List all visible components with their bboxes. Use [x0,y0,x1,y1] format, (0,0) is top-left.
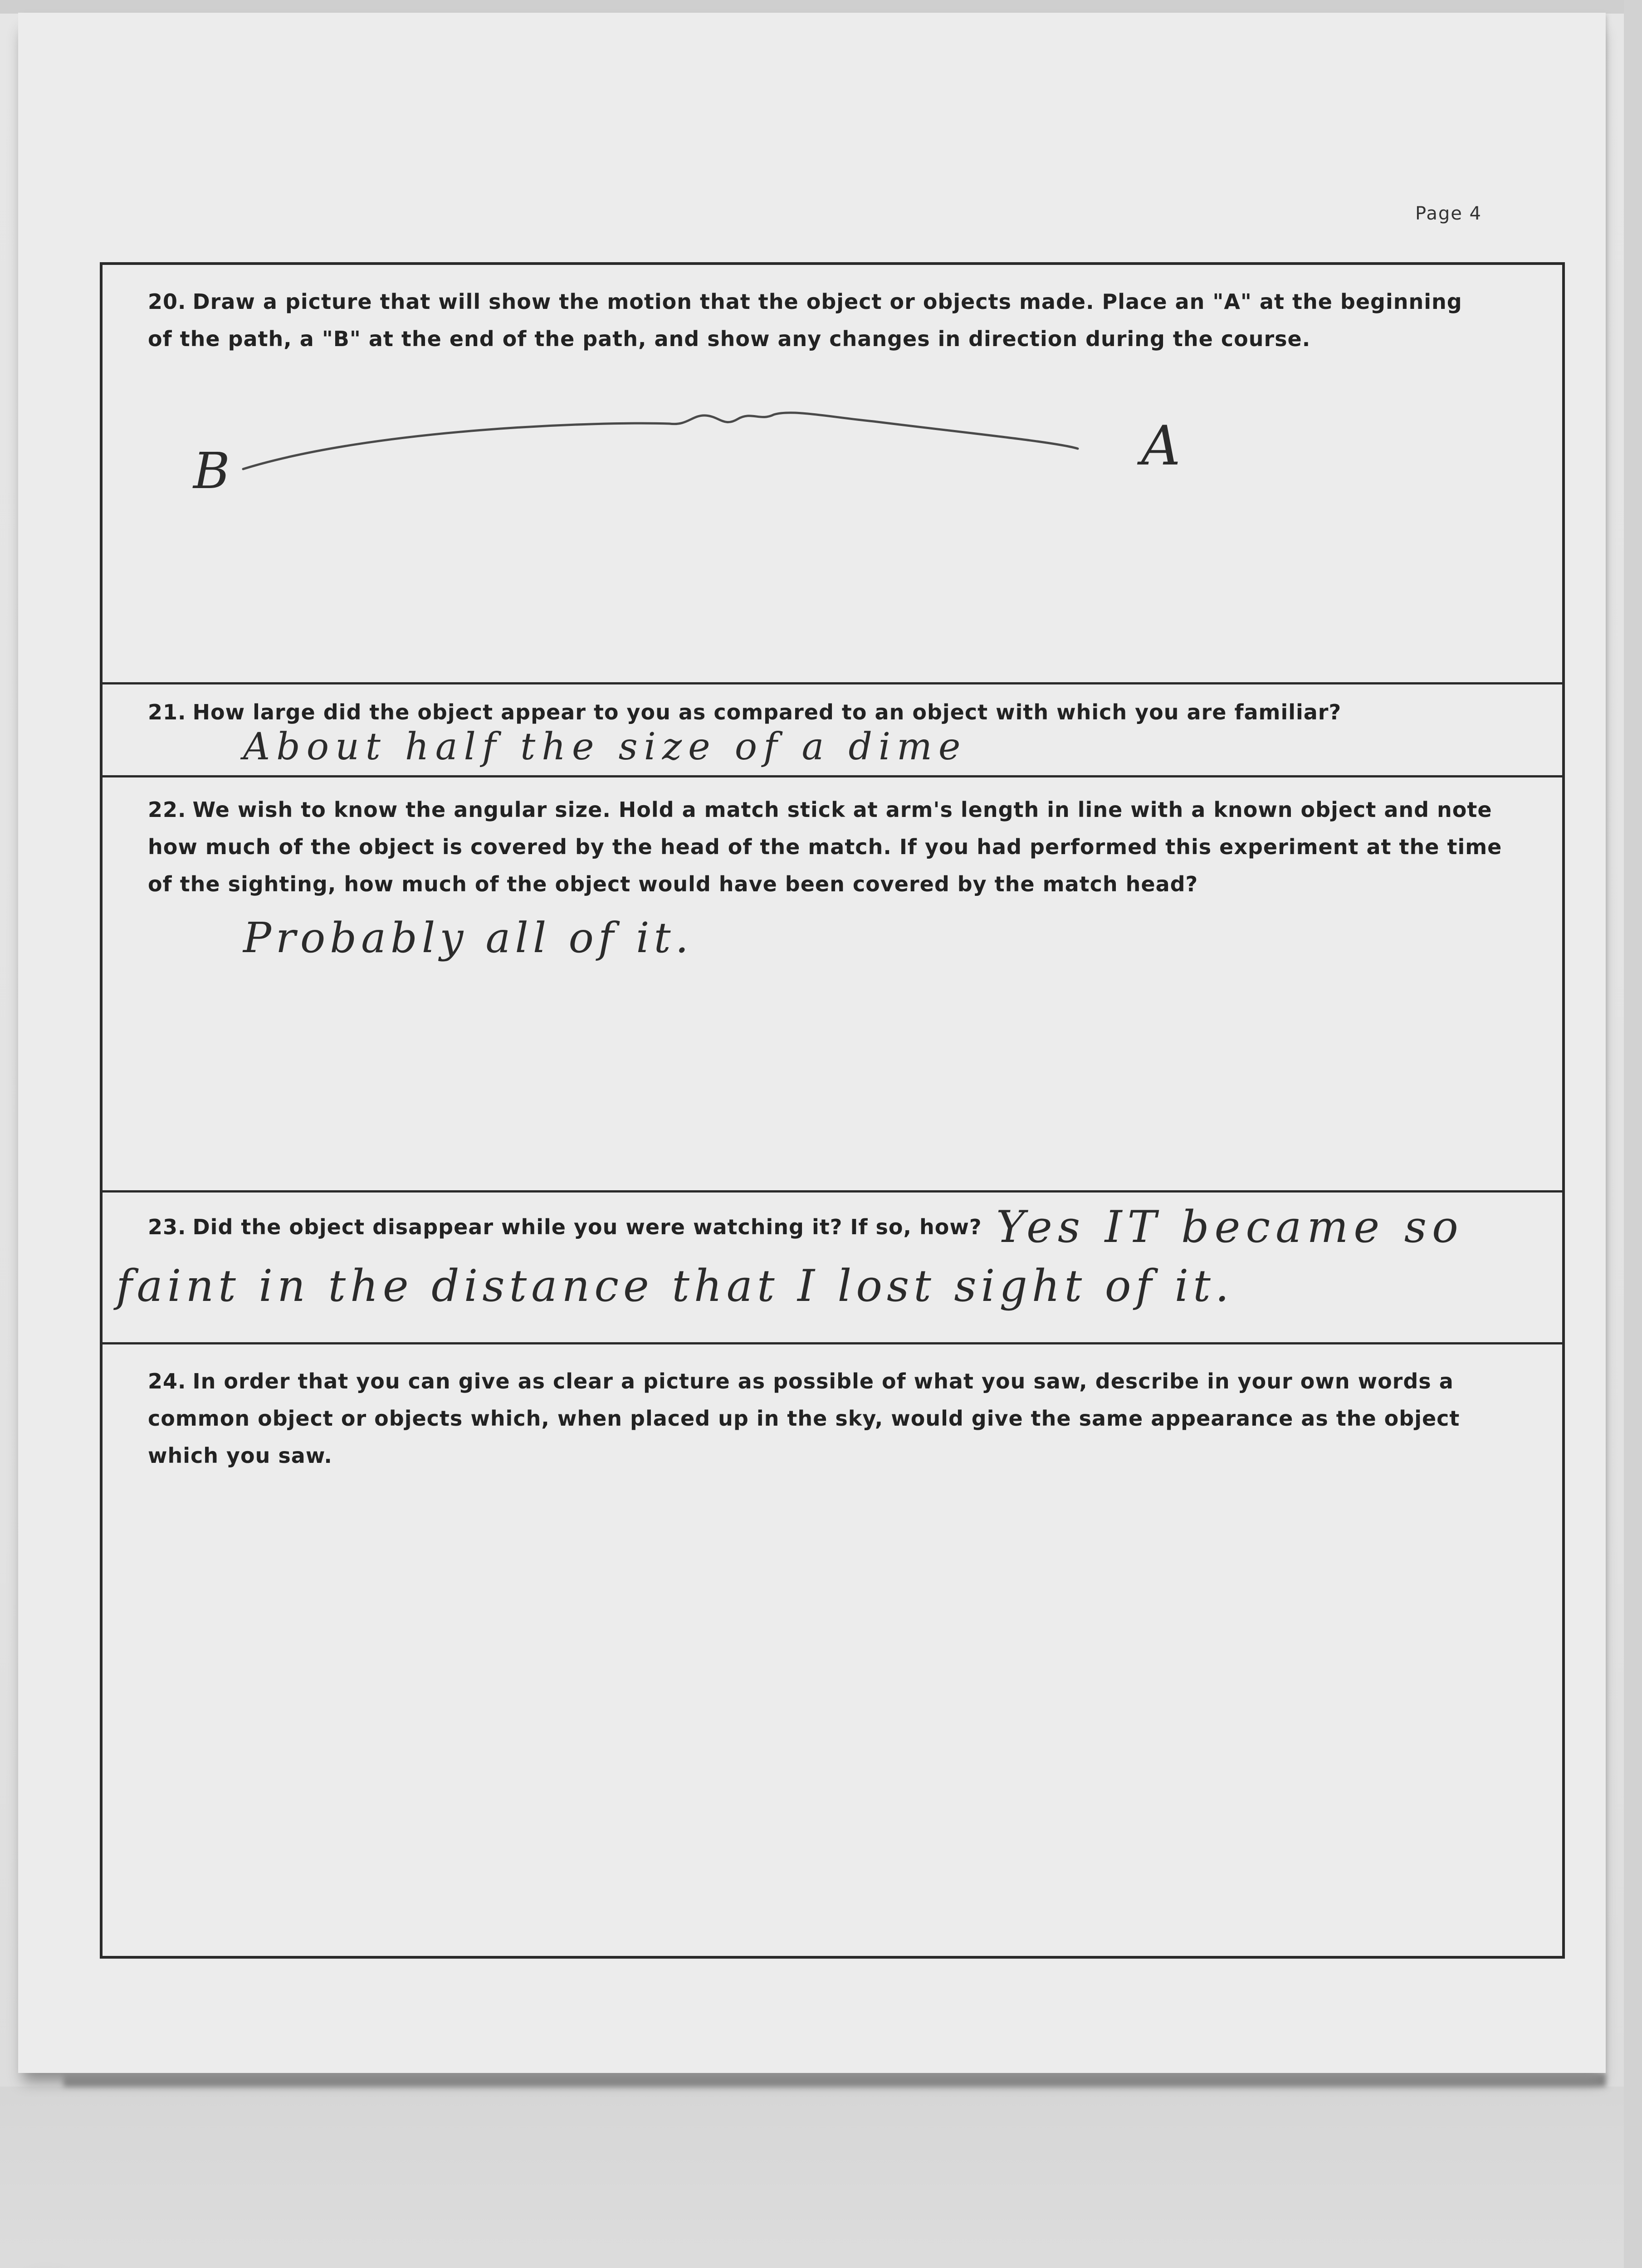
question-23-answer-line-1: Yes IT became so [996,1202,1464,1252]
question-20-number: 20. [148,289,186,314]
question-21-number: 21. [148,700,186,724]
question-22-answer: Probably all of it. [243,914,693,962]
path-start-label: A [1141,415,1181,478]
paper-shadow [64,2073,1606,2087]
question-21-section [103,684,1562,777]
scan-top-edge [0,0,1642,14]
question-21-answer: About half the size of a dime [243,725,967,768]
question-23-number: 23. [148,1215,186,1239]
page-number: Page 4 [1415,203,1482,224]
question-20-text: 20. Draw a picture that will show the motion that the object or objects made. Place an "A" at the beginning of the path, a "B" at the end of the path, and show any changes in direction during the course. [148,289,1462,351]
questionnaire-form [100,262,1565,1959]
question-24-section [103,1344,1562,1956]
scan-right-strip [1624,0,1642,2268]
scanner-smudge [0,2259,118,2268]
question-24-number: 24. [148,1369,186,1393]
question-22-number: 22. [148,797,186,822]
question-23-answer-line-2: faint in the distance that I lost sight of it. [116,1261,1234,1311]
question-21-text: 21. How large did the object appear to you as compared to an object with which you are familiar? [148,700,1342,724]
question-22-section [103,777,1562,1193]
question-22-text: 22. We wish to know the angular size. Hold a match stick at arm's length in line with a known object and note how much of the object is covered by the head of the match. If you had performed this experiment at the time of the sighting, how much of the object would have been covered by the match head? [148,797,1502,896]
motion-path-drawing [103,265,1562,682]
question-23-text: 23. Did the object disappear while you were watching it? If so, how? [148,1215,982,1239]
question-20-section [103,265,1562,684]
question-23-section [103,1193,1562,1344]
form-page [18,13,1606,2073]
scanner-background [0,2087,1642,2268]
question-24-text: 24. In order that you can give as clear a picture as possible of what you saw, describe in your own words a common object or objects which, when placed up in the sky, would give the same appearance as the object which you saw. [148,1369,1460,1468]
motion-path-line [243,413,1078,469]
path-end-label: B [193,442,230,500]
